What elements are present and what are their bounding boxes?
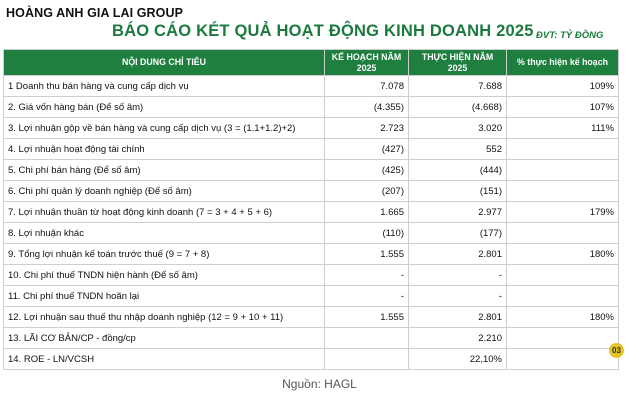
column-header-plan: KẾ HOẠCH NĂM 2025 bbox=[325, 50, 409, 76]
report-title: BÁO CÁO KÉT QUẢ HOẠT ĐỘNG KINH DOANH 2025 bbox=[112, 22, 534, 40]
plan-cell: - bbox=[325, 265, 409, 286]
indicator-cell: 11. Chi phí thuế TNDN hoãn lại bbox=[4, 286, 325, 307]
actual-cell: 2.801 bbox=[409, 307, 507, 328]
table-row bbox=[4, 286, 619, 307]
indicator-cell: 2. Giá vốn hàng bán (Để số âm) bbox=[4, 97, 325, 118]
table-row bbox=[4, 118, 619, 139]
plan-cell: (425) bbox=[325, 160, 409, 181]
actual-cell: 2.977 bbox=[409, 202, 507, 223]
indicator-cell: 12. Lợi nhuận sau thuế thu nhập doanh nghiệp (12 = 9 + 10 + 11) bbox=[4, 307, 325, 328]
plan-cell: (207) bbox=[325, 181, 409, 202]
table-row bbox=[4, 349, 619, 370]
table-row bbox=[4, 160, 619, 181]
percent-cell bbox=[507, 160, 619, 181]
column-header-percent: % thực hiện kế hoạch bbox=[507, 50, 619, 76]
company-name: HOÀNG ANH GIA LAI GROUP bbox=[6, 6, 184, 20]
table-row bbox=[4, 265, 619, 286]
column-header-indicator: NỘI DUNG CHỈ TIÊU bbox=[4, 50, 325, 76]
page-number-badge: 03 bbox=[609, 343, 624, 358]
table-row bbox=[4, 202, 619, 223]
actual-cell: 2.210 bbox=[409, 328, 507, 349]
actual-cell: 22,10% bbox=[409, 349, 507, 370]
indicator-cell: 9. Tổng lợi nhuận kế toán trước thuế (9 = 7 + 8) bbox=[4, 244, 325, 265]
actual-cell: - bbox=[409, 265, 507, 286]
plan-cell: 1.555 bbox=[325, 244, 409, 265]
plan-cell: 1.555 bbox=[325, 307, 409, 328]
percent-cell bbox=[507, 349, 619, 370]
indicator-cell: 7. Lợi nhuận thuần từ hoạt động kinh doanh (7 = 3 + 4 + 5 + 6) bbox=[4, 202, 325, 223]
plan-cell bbox=[325, 328, 409, 349]
percent-cell bbox=[507, 181, 619, 202]
plan-cell: (427) bbox=[325, 139, 409, 160]
table-row bbox=[4, 307, 619, 328]
plan-cell: 7.078 bbox=[325, 76, 409, 97]
unit-label: ĐVT: TỶ ĐỒNG bbox=[536, 30, 604, 41]
percent-cell bbox=[507, 223, 619, 244]
indicator-cell: 4. Lợi nhuận hoạt động tài chính bbox=[4, 139, 325, 160]
table-header-row bbox=[4, 50, 619, 76]
indicator-cell: 14. ROE - LN/VCSH bbox=[4, 349, 325, 370]
source-caption: Nguồn: HAGL bbox=[282, 377, 357, 391]
indicator-cell: 6. Chi phí quản lý doanh nghiệp (Để số âm) bbox=[4, 181, 325, 202]
table-row bbox=[4, 139, 619, 160]
actual-cell: (444) bbox=[409, 160, 507, 181]
actual-cell: - bbox=[409, 286, 507, 307]
percent-cell bbox=[507, 286, 619, 307]
business-results-table bbox=[3, 49, 619, 370]
percent-cell: 107% bbox=[507, 97, 619, 118]
actual-cell: 7.688 bbox=[409, 76, 507, 97]
actual-cell: (4.668) bbox=[409, 97, 507, 118]
column-header-actual: THỰC HIỆN NĂM 2025 bbox=[409, 50, 507, 76]
indicator-cell: 5. Chi phí bán hàng (Để số âm) bbox=[4, 160, 325, 181]
actual-cell: (177) bbox=[409, 223, 507, 244]
percent-cell: 111% bbox=[507, 118, 619, 139]
percent-cell: 179% bbox=[507, 202, 619, 223]
table-row bbox=[4, 76, 619, 97]
actual-cell: 2.801 bbox=[409, 244, 507, 265]
percent-cell bbox=[507, 139, 619, 160]
actual-cell: 3.020 bbox=[409, 118, 507, 139]
table-row bbox=[4, 181, 619, 202]
table-row bbox=[4, 223, 619, 244]
indicator-cell: 10. Chi phí thuế TNDN hiện hành (Để số âm) bbox=[4, 265, 325, 286]
plan-cell: 2.723 bbox=[325, 118, 409, 139]
percent-cell bbox=[507, 328, 619, 349]
indicator-cell: 1 Doanh thu bán hàng và cung cấp dịch vụ bbox=[4, 76, 325, 97]
indicator-cell: 3. Lợi nhuận gộp về bán hàng và cung cấp dịch vụ (3 = (1.1+1.2)+2) bbox=[4, 118, 325, 139]
percent-cell: 109% bbox=[507, 76, 619, 97]
plan-cell: (4.355) bbox=[325, 97, 409, 118]
percent-cell bbox=[507, 265, 619, 286]
indicator-cell: 8. Lợi nhuận khác bbox=[4, 223, 325, 244]
table-row bbox=[4, 97, 619, 118]
actual-cell: 552 bbox=[409, 139, 507, 160]
table-row bbox=[4, 328, 619, 349]
actual-cell: (151) bbox=[409, 181, 507, 202]
percent-cell: 180% bbox=[507, 307, 619, 328]
plan-cell bbox=[325, 349, 409, 370]
plan-cell: - bbox=[325, 286, 409, 307]
table-row bbox=[4, 244, 619, 265]
plan-cell: 1.665 bbox=[325, 202, 409, 223]
plan-cell: (110) bbox=[325, 223, 409, 244]
indicator-cell: 13. LÃI CƠ BẢN/CP - đồng/cp bbox=[4, 328, 325, 349]
percent-cell: 180% bbox=[507, 244, 619, 265]
